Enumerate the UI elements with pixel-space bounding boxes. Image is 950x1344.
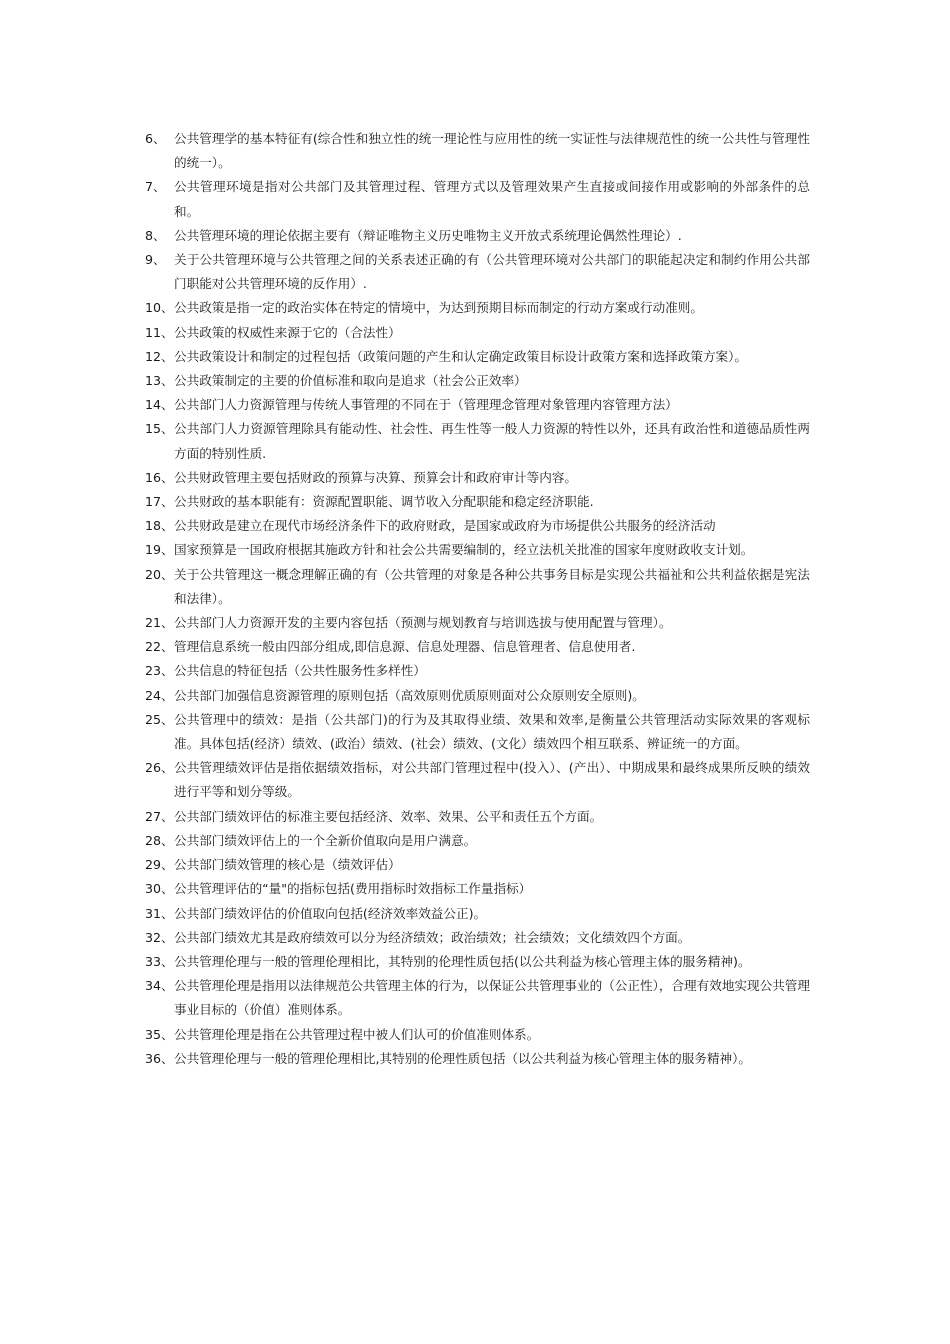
item-number: 24、	[145, 687, 174, 703]
list-item	[145, 224, 810, 248]
item-number: 31、	[145, 905, 174, 921]
item-text: 公共财政是建立在现代市场经济条件下的政府财政，是国家或政府为市场提供公共服务的经济活动	[174, 518, 716, 534]
item-text: 公共政策设计和制定的过程包括（政策问题的产生和认定确定政策目标设计政策方案和选择政策方案）。	[174, 348, 748, 364]
item-text: 关于公共管理环境与公共管理之间的关系表述正确的有（公共管理环境对公共部门的职能起决定和制约作用公共部门职能对公共管理环境的反作用）.	[174, 252, 810, 292]
item-text: 公共管理伦理是指用以法律规范公共管理主体的行为，以保证公共管理事业的（公正性），合理有效地实现公共管理事业目标的（价值）准则体系。	[174, 978, 810, 1018]
item-text: 公共管理中的绩效：是指（公共部门)的行为及其取得业绩、效果和效率,是衡量公共管理活动实际效果的客观标准。具体包括(经济）绩效、(政治）绩效、(社会）绩效、(文化）绩效四个相互联系、辨证统一的方面。	[174, 711, 810, 752]
item-number: 26、	[145, 760, 174, 776]
item-number: 13、	[145, 373, 174, 389]
item-number: 9、	[145, 252, 166, 268]
list-item	[145, 417, 810, 465]
item-number: 23、	[145, 663, 174, 679]
list-item	[145, 393, 810, 417]
item-number: 11、	[145, 324, 174, 340]
item-number: 14、	[145, 397, 174, 413]
item-number: 21、	[145, 615, 174, 631]
item-text: 公共管理绩效评估是指依据绩效指标，对公共部门管理过程中(投入）、(产出）、中期成果和最终成果所反映的绩效进行平等和划分等级。	[174, 760, 810, 800]
item-number: 22、	[145, 639, 174, 655]
list-item	[145, 490, 810, 514]
list-item	[145, 514, 810, 538]
item-text: 公共财政管理主要包括财政的预算与决算、预算会计和政府审计等内容。	[174, 469, 577, 485]
item-number: 34、	[145, 978, 174, 994]
item-text: 公共部门绩效评估的标准主要包括经济、效率、效果、公平和责任五个方面。	[174, 808, 603, 824]
list-item	[145, 1023, 810, 1047]
item-text: 公共部门加强信息资源管理的原则包括（高效原则优质原则面对公众原则安全原则)。	[174, 687, 645, 703]
item-text: 公共财政的基本职能有：资源配置职能、调节收入分配职能和稳定经济职能.	[174, 494, 594, 510]
item-text: 公共部门绩效评估上的一个全新价值取向是用户满意。	[174, 832, 477, 848]
item-text: 公共信息的特征包括（公共性服务性多样性）	[174, 663, 426, 679]
list-item	[145, 902, 810, 926]
item-text: 公共管理伦理与一般的管理伦理相比，其特别的伦理性质包括(以公共利益为核心管理主体的服务精神)。	[174, 953, 751, 969]
list-item	[145, 708, 810, 756]
item-number: 7、	[145, 179, 166, 195]
list-item	[145, 805, 810, 829]
list-item	[145, 296, 810, 320]
list-item	[145, 1047, 810, 1071]
item-number: 30、	[145, 881, 174, 897]
item-number: 27、	[145, 808, 174, 824]
list-item	[145, 926, 810, 950]
item-text: 关于公共管理这一概念理解正确的有（公共管理的对象是各种公共事务目标是实现公共福祉和公共利益依据是宪法和法律）。	[174, 566, 810, 606]
item-text: 公共管理伦理与一般的管理伦理相比,其特别的伦理性质包括（以公共利益为核心管理主体的服务精神）。	[174, 1050, 752, 1066]
item-text: 公共管理学的基本特征有(综合性和独立性的统一理论性与应用性的统一实证性与法律规范性的统一公共性与管理性的统一）。	[174, 131, 810, 171]
item-text: 公共部门人力资源开发的主要内容包括（预测与规划教育与培训选拔与使用配置与管理）。	[174, 615, 672, 631]
item-text: 公共政策制定的主要的价值标准和取向是追求（社会公正效率）	[174, 373, 527, 389]
list-item	[145, 538, 810, 562]
list-item	[145, 127, 810, 175]
list-item	[145, 635, 810, 659]
item-number: 32、	[145, 929, 174, 945]
list-item	[145, 950, 810, 974]
item-number: 29、	[145, 857, 174, 873]
item-number: 35、	[145, 1026, 174, 1042]
item-number: 18、	[145, 518, 174, 534]
item-number: 10、	[145, 300, 174, 316]
item-text: 公共部门绩效尤其是政府绩效可以分为经济绩效；政治绩效；社会绩效；文化绩效四个方面。	[174, 929, 691, 945]
item-text: 公共政策的权威性来源于它的（合法性）	[174, 324, 401, 340]
item-number: 6、	[145, 131, 166, 146]
item-number: 25、	[145, 711, 174, 727]
item-number: 20、	[145, 566, 174, 582]
list-item	[145, 563, 810, 611]
item-number: 36、	[145, 1050, 174, 1066]
item-text: 公共管理评估的“量"的指标包括(费用指标时效指标工作量指标）	[174, 881, 532, 897]
list-item	[145, 877, 810, 901]
item-text: 公共政策是指一定的政治实体在特定的情境中，为达到预期目标而制定的行动方案或行动准则。	[174, 300, 703, 316]
item-text: 公共管理伦理是指在公共管理过程中被人们认可的价值准则体系。	[174, 1026, 540, 1042]
item-text: 公共部门绩效管理的核心是（绩效评估）	[174, 857, 401, 873]
list-item	[145, 248, 810, 296]
item-number: 17、	[145, 494, 174, 510]
item-number: 33、	[145, 953, 174, 969]
list-item	[145, 345, 810, 369]
list-item	[145, 756, 810, 804]
list-item	[145, 659, 810, 683]
item-text: 公共部门绩效评估的价值取向包括(经济效率效益公正)。	[174, 905, 487, 921]
item-text: 公共部门人力资源管理除具有能动性、社会性、再生性等一般人力资源的特性以外，还具有政治性和道德品质性两方面的特别性质.	[174, 421, 810, 461]
item-text: 公共管理环境是指对公共部门及其管理过程、管理方式以及管理效果产生直接或间接作用或影响的外部条件的总和。	[174, 179, 810, 219]
item-number: 8、	[145, 227, 166, 243]
item-number: 15、	[145, 421, 174, 437]
list-item	[145, 829, 810, 853]
list-item	[145, 369, 810, 393]
item-number: 12、	[145, 348, 174, 364]
item-text: 管理信息系统一般由四部分组成,即信息源、信息处理器、信息管理者、信息使用者.	[174, 639, 636, 655]
list-item	[145, 321, 810, 345]
item-number: 16、	[145, 469, 174, 485]
item-text: 公共管理环境的理论依据主要有（辩证唯物主义历史唯物主义开放式系统理论偶然性理论）.	[174, 227, 682, 243]
list-item	[145, 853, 810, 877]
item-text: 公共部门人力资源管理与传统人事管理的不同在于（管理理念管理对象管理内容管理方法）	[174, 397, 678, 413]
list-item	[145, 684, 810, 708]
list-item	[145, 175, 810, 223]
list-item	[145, 974, 810, 1022]
item-text: 国家预算是一国政府根据其施政方针和社会公共需要编制的，经立法机关批准的国家年度财政收支计划。	[174, 542, 754, 558]
item-number: 28、	[145, 832, 174, 848]
item-number: 19、	[145, 542, 174, 558]
list-item	[145, 466, 810, 490]
list-item	[145, 611, 810, 635]
numbered-list	[145, 127, 810, 1071]
